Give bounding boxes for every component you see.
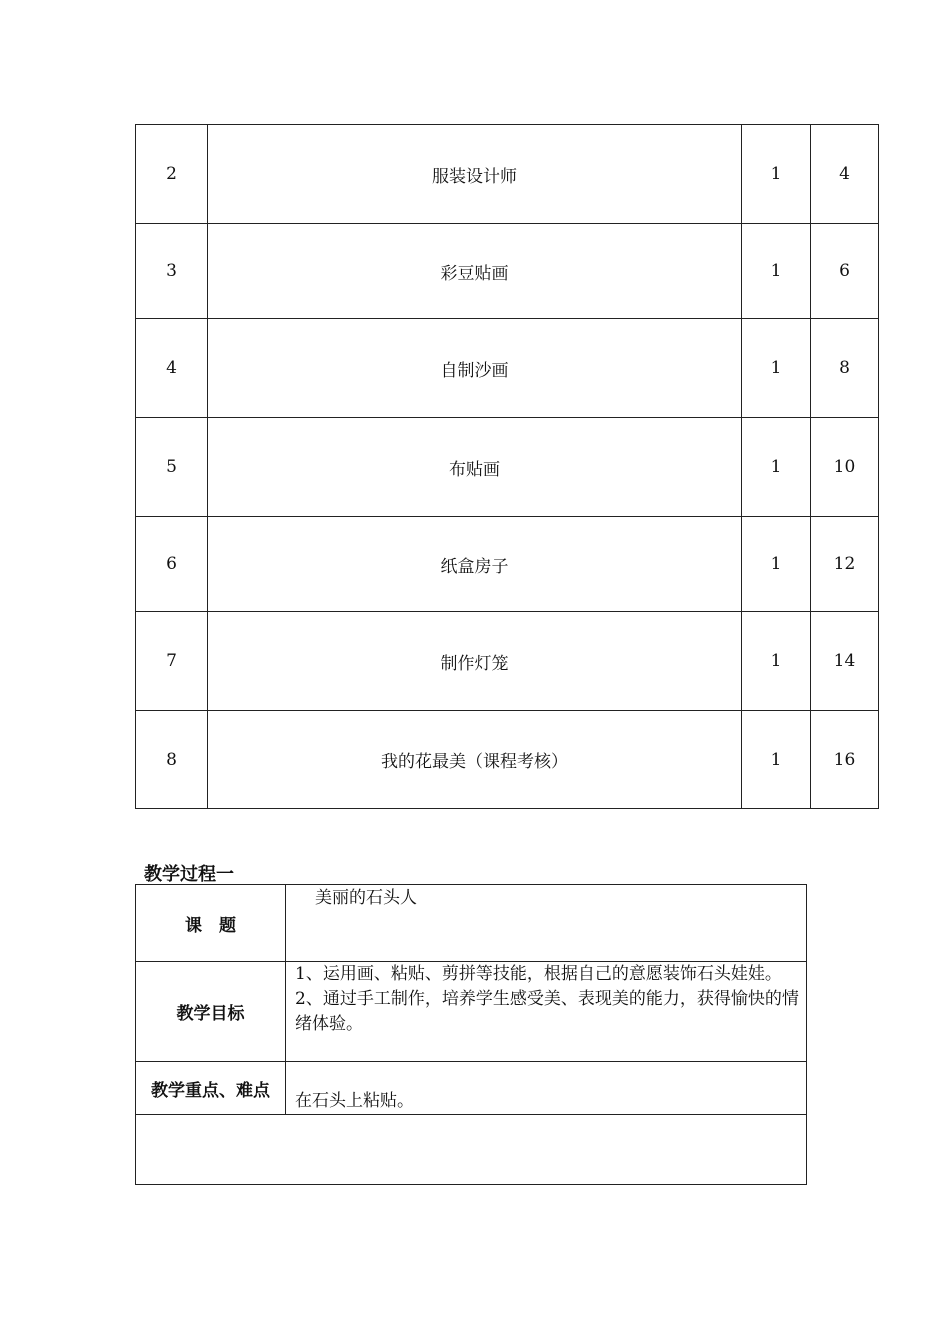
lesson-title: 彩豆贴画 [208, 224, 742, 319]
table-row [136, 125, 879, 224]
row-number: 6 [136, 517, 208, 612]
key-points-value: 在石头上粘贴。 [295, 1091, 414, 1111]
row-number: 5 [136, 418, 208, 517]
lesson-title: 纸盒房子 [208, 517, 742, 612]
goal-item-2: 2、通过手工制作，培养学生感受美、表现美的能力，获得愉快的情绪体验。 [295, 989, 799, 1034]
topic-label: 课 题 [136, 885, 286, 962]
goal-row [136, 962, 807, 1062]
row-number: 3 [136, 224, 208, 319]
lesson-week: 10 [811, 418, 879, 517]
row-number: 8 [136, 711, 208, 809]
lesson-week: 14 [811, 612, 879, 711]
lesson-week: 4 [811, 125, 879, 224]
lesson-hours: 1 [742, 711, 811, 809]
lesson-hours: 1 [742, 319, 811, 418]
lesson-week: 8 [811, 319, 879, 418]
table-row [136, 517, 879, 612]
schedule-table [135, 124, 879, 809]
topic-value: 美丽的石头人 [315, 888, 417, 908]
key-points-label: 教学重点、难点 [136, 1062, 286, 1115]
lesson-hours: 1 [742, 612, 811, 711]
lesson-hours: 1 [742, 125, 811, 224]
topic-row [136, 885, 807, 962]
lesson-week: 16 [811, 711, 879, 809]
goal-cell [286, 962, 807, 1062]
topic-cell [286, 885, 807, 962]
table-row [136, 224, 879, 319]
lesson-week: 6 [811, 224, 879, 319]
goal-item-1: 1、运用画、粘贴、剪拼等技能，根据自己的意愿装饰石头娃娃。 [295, 964, 782, 984]
lesson-title: 服装设计师 [208, 125, 742, 224]
table-row [136, 418, 879, 517]
teaching-process-table [135, 884, 807, 1185]
row-number: 2 [136, 125, 208, 224]
key-points-row [136, 1062, 807, 1115]
key-points-cell [286, 1062, 807, 1115]
row-number: 4 [136, 319, 208, 418]
row-number: 7 [136, 612, 208, 711]
lesson-week: 12 [811, 517, 879, 612]
lesson-hours: 1 [742, 418, 811, 517]
table-row [136, 612, 879, 711]
table-row [136, 711, 879, 809]
empty-cell [136, 1115, 807, 1185]
goal-label: 教学目标 [136, 962, 286, 1062]
lesson-title: 我的花最美（课程考核） [208, 711, 742, 809]
table-row [136, 319, 879, 418]
empty-row [136, 1115, 807, 1185]
lesson-hours: 1 [742, 517, 811, 612]
lesson-hours: 1 [742, 224, 811, 319]
lesson-title: 布贴画 [208, 418, 742, 517]
lesson-title: 制作灯笼 [208, 612, 742, 711]
section-title: 教学过程一 [144, 864, 234, 885]
lesson-title: 自制沙画 [208, 319, 742, 418]
